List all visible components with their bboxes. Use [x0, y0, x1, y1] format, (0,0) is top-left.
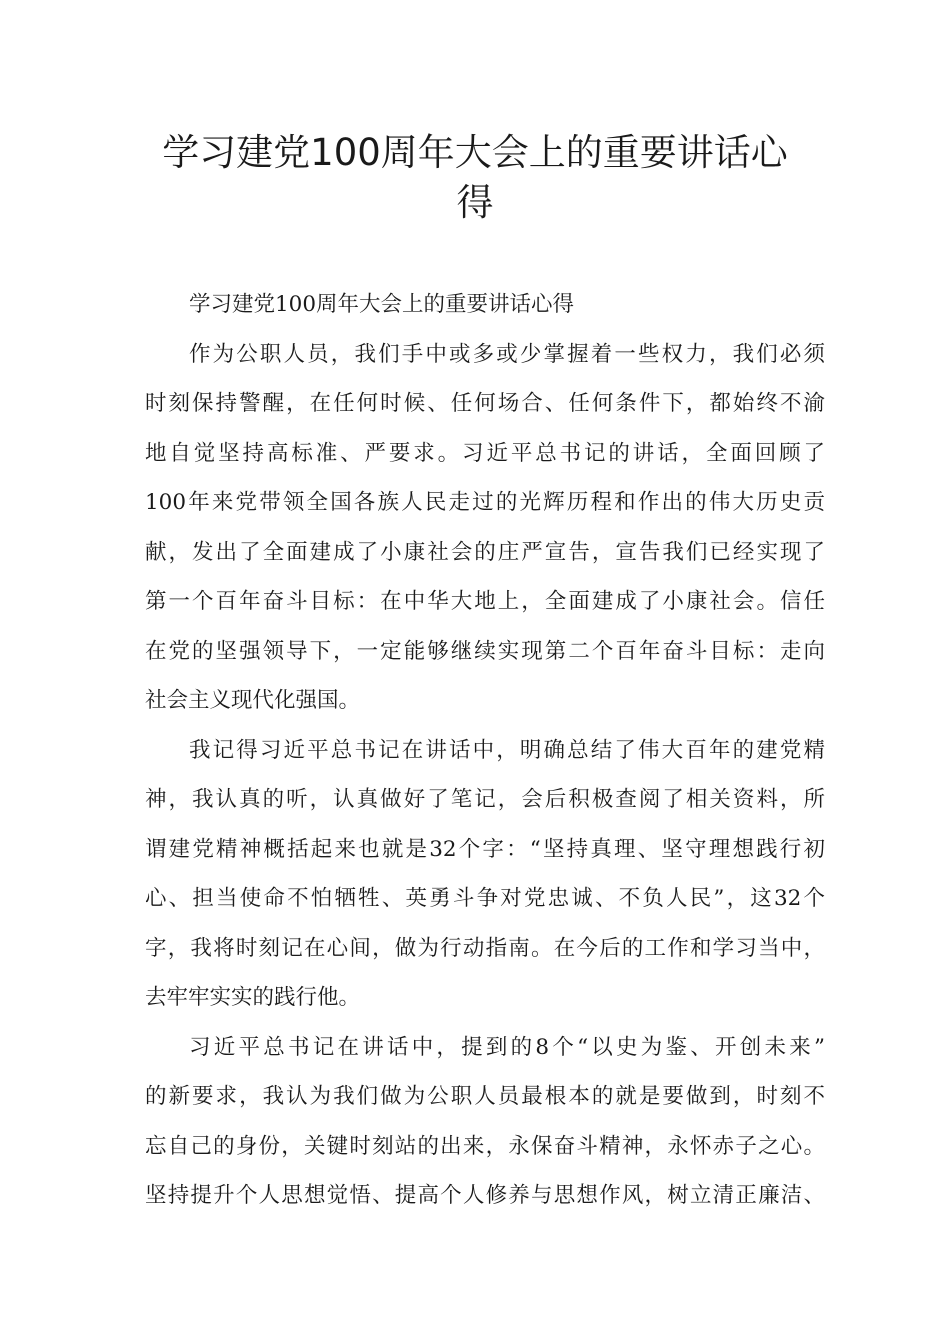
- paragraph-line: 时刻保持警醒，在任何时候、任何场合、任何条件下，都始终不渝: [145, 391, 825, 416]
- paragraph-line: 神，我认真的听，认真做好了笔记，会后积极查阅了相关资料，所: [145, 787, 825, 812]
- paragraph-line: 习近平总书记在讲话中，提到的8个“以史为鉴、开创未来”: [189, 1034, 825, 1060]
- title-line-1: 学习建党100周年大会上的重要讲话心: [162, 131, 788, 174]
- paragraph-line: 100年来党带领全国各族人民走过的光辉历程和作出的伟大历史贡: [145, 490, 825, 515]
- subtitle: 学习建党100周年大会上的重要讲话心得: [189, 292, 575, 317]
- paragraph-line: 社会主义现代化强国。: [145, 688, 361, 713]
- document-title: [120, 128, 830, 228]
- paragraph-line: 谓建党精神概括起来也就是32个字：“坚持真理、坚守理想践行初: [145, 836, 825, 862]
- paragraph-line: 去牢牢实实的践行他。: [145, 985, 361, 1010]
- paragraph-line: 作为公职人员，我们手中或多或少掌握着一些权力，我们必须: [189, 341, 825, 367]
- document-body: [145, 280, 825, 1221]
- paragraph-line: 在党的坚强领导下，一定能够继续实现第二个百年奋斗目标：走向: [145, 638, 825, 664]
- paragraph-3: [145, 1023, 825, 1221]
- title-line-2: 得: [456, 181, 494, 224]
- paragraph-line: 地自觉坚持高标准、严要求。习近平总书记的讲话，全面回顾了: [145, 440, 825, 466]
- paragraph-2: [145, 726, 825, 1023]
- paragraph-line: 第一个百年奋斗目标：在中华大地上，全面建成了小康社会。信任: [145, 589, 825, 614]
- paragraph-1: [145, 330, 825, 726]
- paragraph-line: 坚持提升个人思想觉悟、提高个人修养与思想作风，树立清正廉洁、: [145, 1183, 825, 1208]
- paragraph-line: 忘自己的身份，关键时刻站的出来，永保奋斗精神，永怀赤子之心。: [145, 1133, 825, 1159]
- paragraph-line: 我记得习近平总书记在讲话中，明确总结了伟大百年的建党精: [189, 737, 825, 763]
- paragraph-line: 献，发出了全面建成了小康社会的庄严宣告，宣告我们已经实现了: [145, 539, 825, 565]
- paragraph-line: 字，我将时刻记在心间，做为行动指南。在今后的工作和学习当中，: [145, 935, 825, 961]
- paragraph-line: 的新要求，我认为我们做为公职人员最根本的就是要做到，时刻不: [145, 1084, 825, 1109]
- paragraph-line: 心、担当使命不怕牺牲、英勇斗争对党忠诚、不负人民”，这32个: [145, 886, 825, 911]
